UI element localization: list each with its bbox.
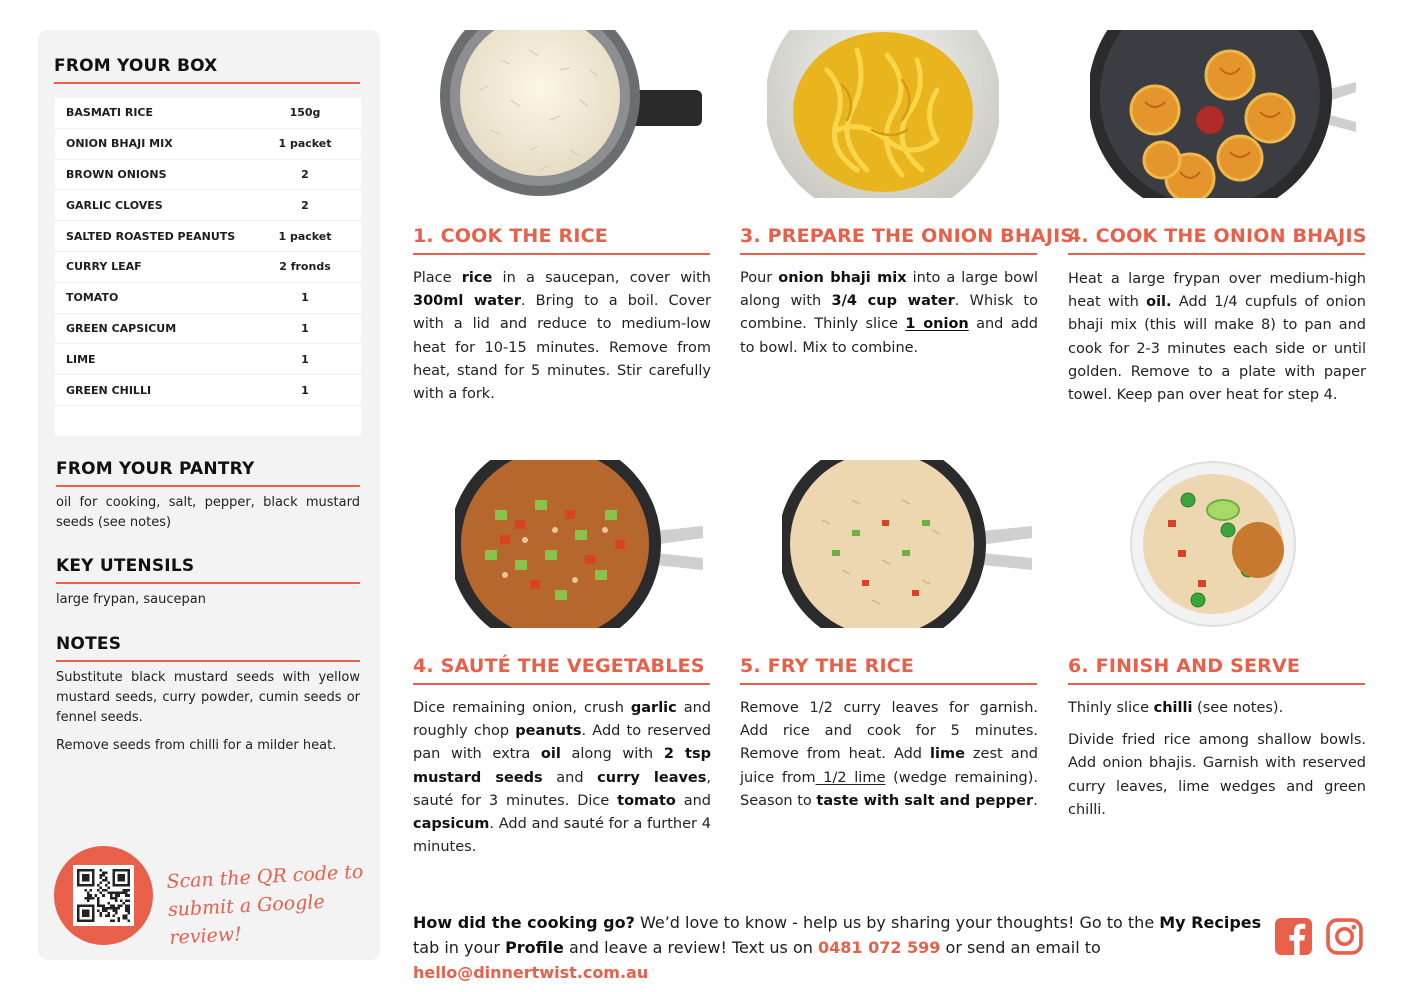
step-rule [740,253,1037,255]
ingredient-quantity: 2 fronds [279,260,331,274]
step-rule [1068,683,1365,685]
step-title: 4. SAUTÉ THE VEGETABLES [413,655,705,677]
utensils-text: large frypan, saucepan [56,592,206,607]
ingredient-row [55,190,361,221]
step-rule [1068,253,1365,255]
qr-badge [54,846,153,945]
fried-rice-in-frypan-photo [782,460,1032,628]
ingredient-quantity: 1 packet [278,229,332,243]
qr-code[interactable] [73,865,134,926]
step-title: 1. COOK THE RICE [413,225,608,247]
served-bowl-photo [1128,460,1298,628]
ingredient-name: ONION BHAJI MIX [66,137,173,151]
heading-rule [54,82,360,84]
step-title: 4. COOK THE ONION BHAJIS [1068,225,1367,247]
bhajis-in-frypan-photo [1090,30,1356,198]
qr-code-icon [77,869,130,922]
ingredient-quantity: 1 packet [278,137,332,151]
phone-link[interactable]: 0481 072 599 [817,938,941,957]
ingredient-row [55,129,361,160]
ingredient-row [55,221,361,252]
step-rule [413,683,710,685]
ingredient-name: LIME [66,352,96,366]
step-instructions: Pour onion bhaji mix into a large bowl along with 3/4 cup water. Whisk to combine. Thinly slice 1 onion and add to bowl. Mix to combine. [740,270,1039,356]
from-your-box-heading: FROM YOUR BOX [54,56,218,76]
rice-in-saucepan-photo [440,30,702,198]
ingredient-row [55,98,361,129]
ingredient-name: SALTED ROASTED PEANUTS [66,229,236,243]
instagram-icon[interactable] [1326,918,1363,955]
qr-caption-line: Scan the QR code to [165,860,364,894]
ingredient-name: BROWN ONIONS [66,167,167,181]
ingredient-row [55,344,361,375]
ingredient-name: CURRY LEAF [66,260,142,274]
ingredient-quantity: 2 [301,167,309,181]
step-instructions: Dice remaining onion, crush garlic and roughly chop peanuts. Add to reserved pan with extra oil along with 2 tsp mustard seeds and curry leaves, sauté for 3 minutes. Dice tomato and capsicum. Add and sauté for a further 4 minutes. [413,700,712,856]
heading-rule [56,485,360,487]
ingredient-name: TOMATO [66,291,119,305]
step-title: 3. PREPARE THE ONION BHAJIS [740,225,1075,247]
heading-rule [56,582,360,584]
ingredient-row [55,160,361,191]
ingredient-quantity: 150g [289,106,321,120]
step-rule [413,253,710,255]
ingredient-row [55,314,361,345]
ingredient-quantity: 1 [301,291,309,305]
ingredient-quantity: 1 [301,383,309,397]
facebook-icon[interactable] [1275,918,1312,955]
step-instructions: Thinly slice chilli (see notes). Divide fried rice among shallow bowls. Add onion bhajis. Garnish with reserved curry leaves, lime wedges and green chilli. [1068,700,1366,818]
heading-rule [56,660,360,662]
qr-caption [166,858,370,952]
notes-heading: NOTES [56,634,122,654]
ingredient-row [55,252,361,283]
ingredient-quantity: 2 [301,198,309,212]
ingredient-name: GREEN CAPSICUM [66,321,177,335]
note-text: Substitute black mustard seeds with yellow mustard seeds, curry powder, cumin seeds or fennel seeds. [56,670,360,725]
sidebar-panel [38,30,380,960]
vegetables-in-frypan-photo [455,460,703,628]
ingredient-name: GARLIC CLOVES [66,198,163,212]
note-text: Remove seeds from chilli for a milder heat. [56,738,337,753]
ingredient-row [55,375,361,406]
feedback-footer: How did the cooking go? We’d love to know - help us by sharing your thoughts! Go to the My Recipes tab in your Profile and leave a review! Text us on 0481 072 599 or send an email to hello@dinnertwist.com.au [413,913,1262,982]
step-title: 6. FINISH AND SERVE [1068,655,1301,677]
pantry-text: oil for cooking, salt, pepper, black mustard seeds (see notes) [56,495,360,530]
step-instructions: Heat a large frypan over medium-high heat with oil. Add 1/4 cupfuls of onion bhaji mix (this will make 8) to pan and cook for 2-3 minutes each side or until golden. Remove to a plate with paper towel. Keep pan over heat for step 4. [1068,271,1366,404]
qr-caption-line: submit a Google review! [167,890,326,949]
ingredient-quantity: 1 [301,352,309,366]
bhaji-batter-bowl-photo [767,30,999,198]
ingredient-row [55,283,361,314]
ingredient-name: BASMATI RICE [66,106,154,120]
step-instructions: Place rice in a saucepan, cover with 300ml water. Bring to a boil. Cover with a lid and reduce to medium-low heat for 10-15 minutes. Remove from heat, stand for 5 minutes. Stir carefully with a fork. [413,270,711,403]
step-instructions: Remove 1/2 curry leaves for garnish. Add rice and cook for 5 minutes. Remove from heat. Add lime zest and juice from 1/2 lime (wedge remaining). Season to taste with salt and pepper. [740,700,1038,809]
email-link[interactable]: hello@dinnertwist.com.au [413,963,649,982]
step-title: 5. FRY THE RICE [740,655,915,677]
ingredient-name: GREEN CHILLI [66,383,152,397]
from-your-pantry-heading: FROM YOUR PANTRY [56,459,255,479]
step-rule [740,683,1037,685]
ingredient-quantity: 1 [301,321,309,335]
key-utensils-heading: KEY UTENSILS [56,556,195,576]
ingredients-table [55,98,361,436]
